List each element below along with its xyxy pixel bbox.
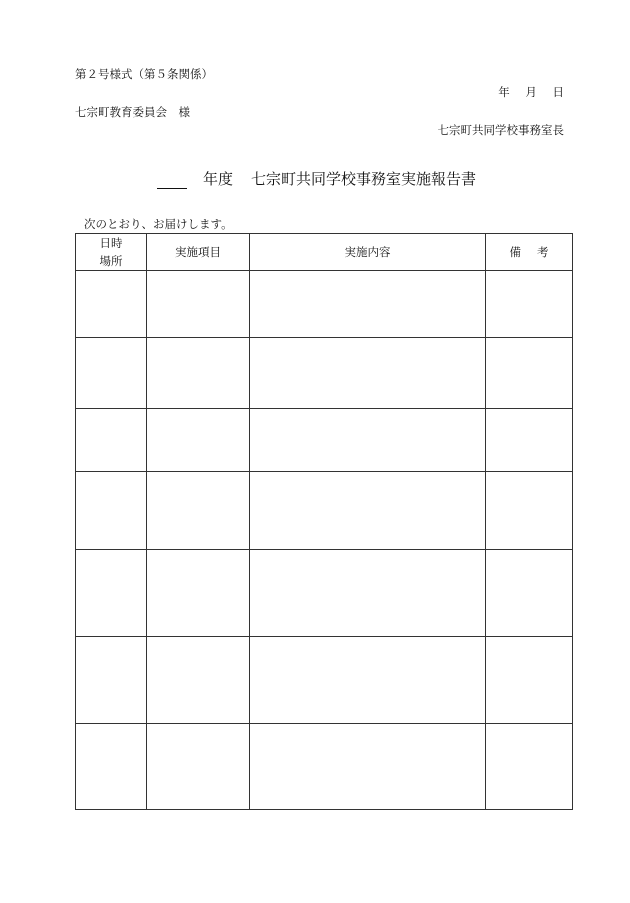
header-place: 場所 [99, 254, 123, 268]
cell-datetime-place[interactable] [76, 472, 147, 550]
cell-remarks[interactable] [486, 472, 573, 550]
table-header-row [76, 234, 573, 271]
cell-datetime-place[interactable] [76, 724, 147, 810]
title-text: 七宗町共同学校事務室実施報告書 [251, 170, 477, 188]
header-datetime-place [76, 234, 147, 271]
cell-remarks[interactable] [486, 724, 573, 810]
cell-datetime-place[interactable] [76, 409, 147, 472]
table-row [76, 409, 573, 472]
cell-remarks[interactable] [486, 637, 573, 724]
report-table [75, 233, 573, 810]
cell-item[interactable] [147, 472, 250, 550]
header-remarks-2: 考 [537, 245, 549, 259]
cell-item[interactable] [147, 724, 250, 810]
table-row [76, 637, 573, 724]
intro-text: 次のとおり、お届けします。 [84, 217, 233, 231]
cell-remarks[interactable] [486, 550, 573, 637]
date-month-label: 月 [525, 85, 537, 99]
header-content: 実施内容 [250, 234, 486, 271]
date-day-label: 日 [552, 85, 564, 99]
cell-datetime-place[interactable] [76, 338, 147, 409]
cell-datetime-place[interactable] [76, 550, 147, 637]
table-row [76, 724, 573, 810]
cell-item[interactable] [147, 637, 250, 724]
cell-remarks[interactable] [486, 409, 573, 472]
cell-content[interactable] [250, 550, 486, 637]
table-row [76, 271, 573, 338]
cell-datetime-place[interactable] [76, 271, 147, 338]
cell-content[interactable] [250, 409, 486, 472]
table-row [76, 472, 573, 550]
cell-content[interactable] [250, 637, 486, 724]
header-remarks [486, 234, 573, 271]
header-remarks-1: 備 [509, 245, 521, 259]
cell-remarks[interactable] [486, 271, 573, 338]
cell-content[interactable] [250, 724, 486, 810]
addressee: 七宗町教育委員会 様 [75, 105, 190, 119]
cell-item[interactable] [147, 409, 250, 472]
cell-remarks[interactable] [486, 338, 573, 409]
date-year-label: 年 [498, 85, 510, 99]
header-item: 実施項目 [147, 234, 250, 271]
sender: 七宗町共同学校事務室長 [437, 123, 564, 137]
header-datetime: 日時 [99, 236, 123, 250]
cell-content[interactable] [250, 472, 486, 550]
cell-item[interactable] [147, 338, 250, 409]
year-blank-field[interactable] [157, 174, 187, 189]
document-title [157, 168, 476, 189]
cell-item[interactable] [147, 550, 250, 637]
cell-datetime-place[interactable] [76, 637, 147, 724]
form-number: 第２号様式（第５条関係） [75, 67, 213, 81]
cell-item[interactable] [147, 271, 250, 338]
cell-content[interactable] [250, 338, 486, 409]
title-year-label: 年度 [203, 170, 234, 188]
date-line [486, 84, 564, 100]
table-row [76, 338, 573, 409]
table-row [76, 550, 573, 637]
cell-content[interactable] [250, 271, 486, 338]
